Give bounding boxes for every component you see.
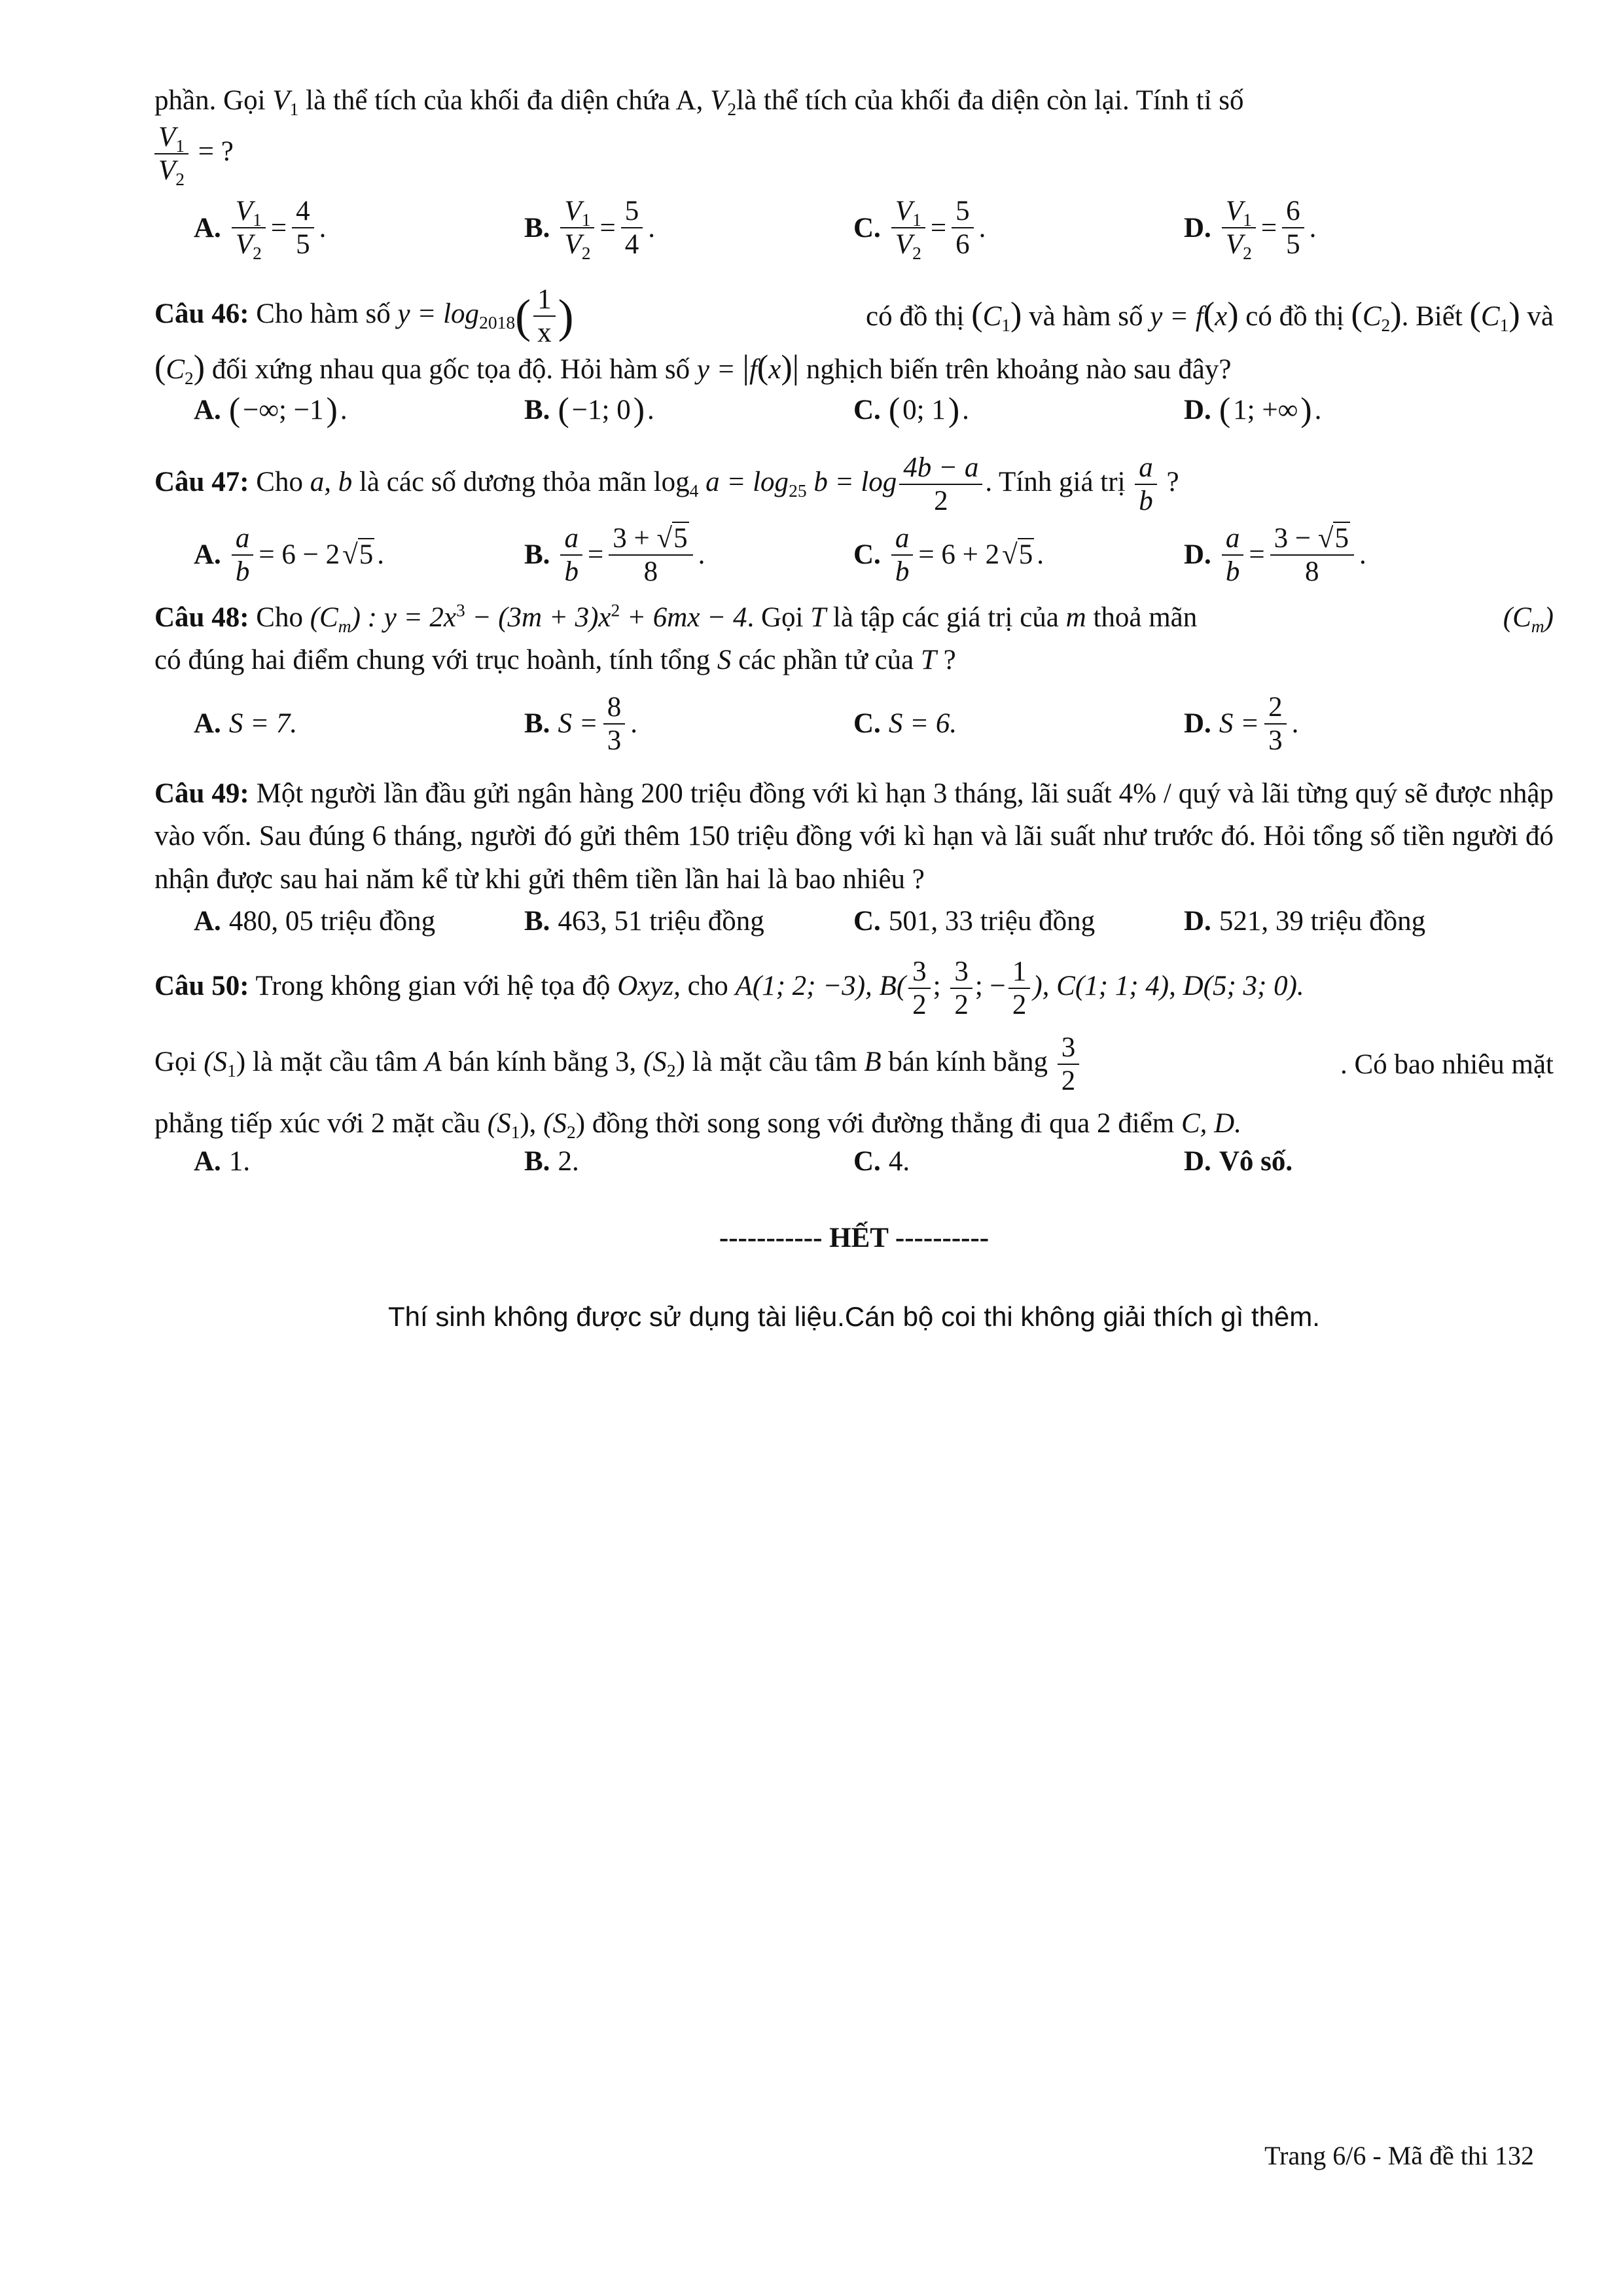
q45-v2-def: là thể tích của khối đa diện còn lại. Tính tỉ số [736,85,1244,116]
q47-label: Câu 47: [154,466,249,497]
q45-ratio [154,122,1554,189]
q50-option-b[interactable]: B. 2. [524,1146,579,1177]
q46-option-d[interactable]: D. ( 1; +∞ ) . [1184,391,1322,429]
q47-option-c[interactable]: C. $\frac{a}{b}$ = 6 + 2 √5 . [853,522,1044,587]
q50-label: Câu 50: [154,971,249,1002]
q49-option-a[interactable]: A. 480, 05 triệu đồng [194,905,436,937]
end-marker: ----------- HẾT ---------- [719,1222,990,1253]
q47-option-d[interactable]: D. $\frac{a}{b}$ = $\frac{3 - √5}{8}$ . [1184,522,1366,587]
q49-label: Câu 49: [154,778,249,809]
q49-option-d[interactable]: D. 521, 39 triệu đồng [1184,905,1426,937]
page-footer: Trang 6/6 - Mã đề thi 132 [1264,2141,1534,2170]
q45-v1-def: là thể tích của khối đa diện chứa A, [298,85,711,116]
q46-option-b[interactable]: B. ( −1; 0 ) . [524,391,654,429]
q47-options [154,516,1554,594]
q45-option-a[interactable]: A. $\frac{V_1}{V_2}$ = $\frac{4}{5}$ . [194,196,327,264]
q45-option-d[interactable]: D. $\frac{V_1}{V_2}$ = $\frac{6}{5}$ . [1184,196,1317,264]
q49-option-b[interactable]: B. 463, 51 triệu đồng [524,905,764,937]
q47-option-b[interactable]: B. $\frac{a}{b}$ = $\frac{3 + √5}{8}$ . [524,522,705,587]
q46-options [154,387,1554,433]
q45-options [154,185,1554,270]
q45-option-b[interactable]: B. $\frac{V_1}{V_2}$ = $\frac{5}{4}$ . [524,196,655,264]
q48-options [154,685,1554,763]
q48-option-a[interactable]: A. S = 7. [194,708,298,740]
q50-options [154,1141,1554,1182]
q48-line1: Câu 48: Cho $(C_m)$ : $y = 2x^3 - (3m + 3)x^2 + 6mx - 4$. Gọi T là tập các giá trị của m thoả mãn $(C_m)$ [154,600,1554,636]
q48-line2: có đúng hai điểm chung với trục hoành, tính tổng S các phần tử của T ? [154,644,956,675]
exam-note: Thí sinh không được sử dụng tài liệu.Cán bộ coi thi không giải thích gì thêm. [388,1300,1320,1332]
q48-option-b[interactable]: B. S = $\frac{8}{3}$ . [524,691,637,756]
q48-option-d[interactable]: D. S = $\frac{2}{3}$ . [1184,691,1299,756]
q45-text [154,82,1554,118]
q50-line3: phẳng tiếp xúc với 2 mặt cầu $(S_1)$, $(S_2)$ đồng thời song song với đường thẳng đi qua 2 điểm C, D. [154,1107,1241,1142]
q49-text: Câu 49: Một người lần đầu gửi ngân hàng 200 triệu đồng với kì hạn 3 tháng, lãi suất 4% / quý và lãi từng quý sẽ được nhập vào vốn. Sau đúng 6 tháng, người đó gửi thêm 150 triệu đồng với kì hạn và lãi suất như trước đó. Hỏi tổng số tiền người đó nhận được sau hai năm kể từ khi gửi thêm tiền lần hai là bao nhiêu ? [154,778,1554,895]
q46-label: Câu 46: [154,298,249,330]
q48-label: Câu 48: [154,601,249,633]
q46-option-a[interactable]: A. ( −∞; −1 ) . [194,391,348,429]
q45-option-c[interactable]: C. $\frac{V_1}{V_2}$ = $\frac{5}{6}$ . [853,196,986,264]
exam-content [154,73,1554,1334]
q45-equals-question: = ? [198,136,234,168]
q48-option-c[interactable]: C. S = 6. [853,708,957,740]
q50-option-d[interactable]: D. Vô số. [1184,1146,1293,1177]
q47-line1: Câu 47: Cho a, b là các số dương thỏa mãn $\log_4 a = \log_{25} b = \log$ $\frac{4b - a}{2}$ . Tính giá trị $\frac{a}{b}$ ? [154,452,1179,516]
q50-option-a[interactable]: A. 1. [194,1146,251,1177]
q47-option-a[interactable]: A. $\frac{a}{b}$ = 6 − 2 √5 . [194,522,384,587]
q46-line2: $(C_2)$ đối xứng nhau qua gốc tọa độ. Hỏi hàm số y = |f(x)| nghịch biến trên khoảng nào sau đây? [154,348,1232,388]
v1-var: $V_1$ [272,85,299,119]
q46-option-c[interactable]: C. ( 0; 1 ) . [853,391,969,429]
q50-option-c[interactable]: C. 4. [853,1146,910,1177]
q50-line2: Gọi $(S_1)$ là mặt cầu tâm A bán kính bằng 3, $(S_2)$ là mặt cầu tâm B bán kính bằng $\frac{3}{2}$ . Có bao nhiêu mặt [154,1032,1554,1097]
q49-option-c[interactable]: C. 501, 33 triệu đồng [853,905,1096,937]
q50-line1: Câu 50: Trong không gian với hệ tọa độ Oxyz, cho A(1; 2; −3), B( $\frac{3}{2}$ ; $\frac{3}{2}$ ; − $\frac{1}{2}$ ), C(1; 1; 4), D(5; 3; 0). [154,956,1304,1021]
v1-v2-fraction: $\frac{V_1}{V_2}$ [154,122,188,185]
v2-var: $V_2$ [710,85,737,119]
q49-options [154,901,1554,941]
q46-line1: Câu 46: Cho hàm số $y = \log_{2018}$( $\frac{1}{x}$ ) có đồ thị $(C_1)$ và hàm số y = f(x) có đồ thị $(C_2)$. Biết $(C_1)$ và [154,284,1554,349]
q45-intro: phần. Gọi [154,85,273,116]
